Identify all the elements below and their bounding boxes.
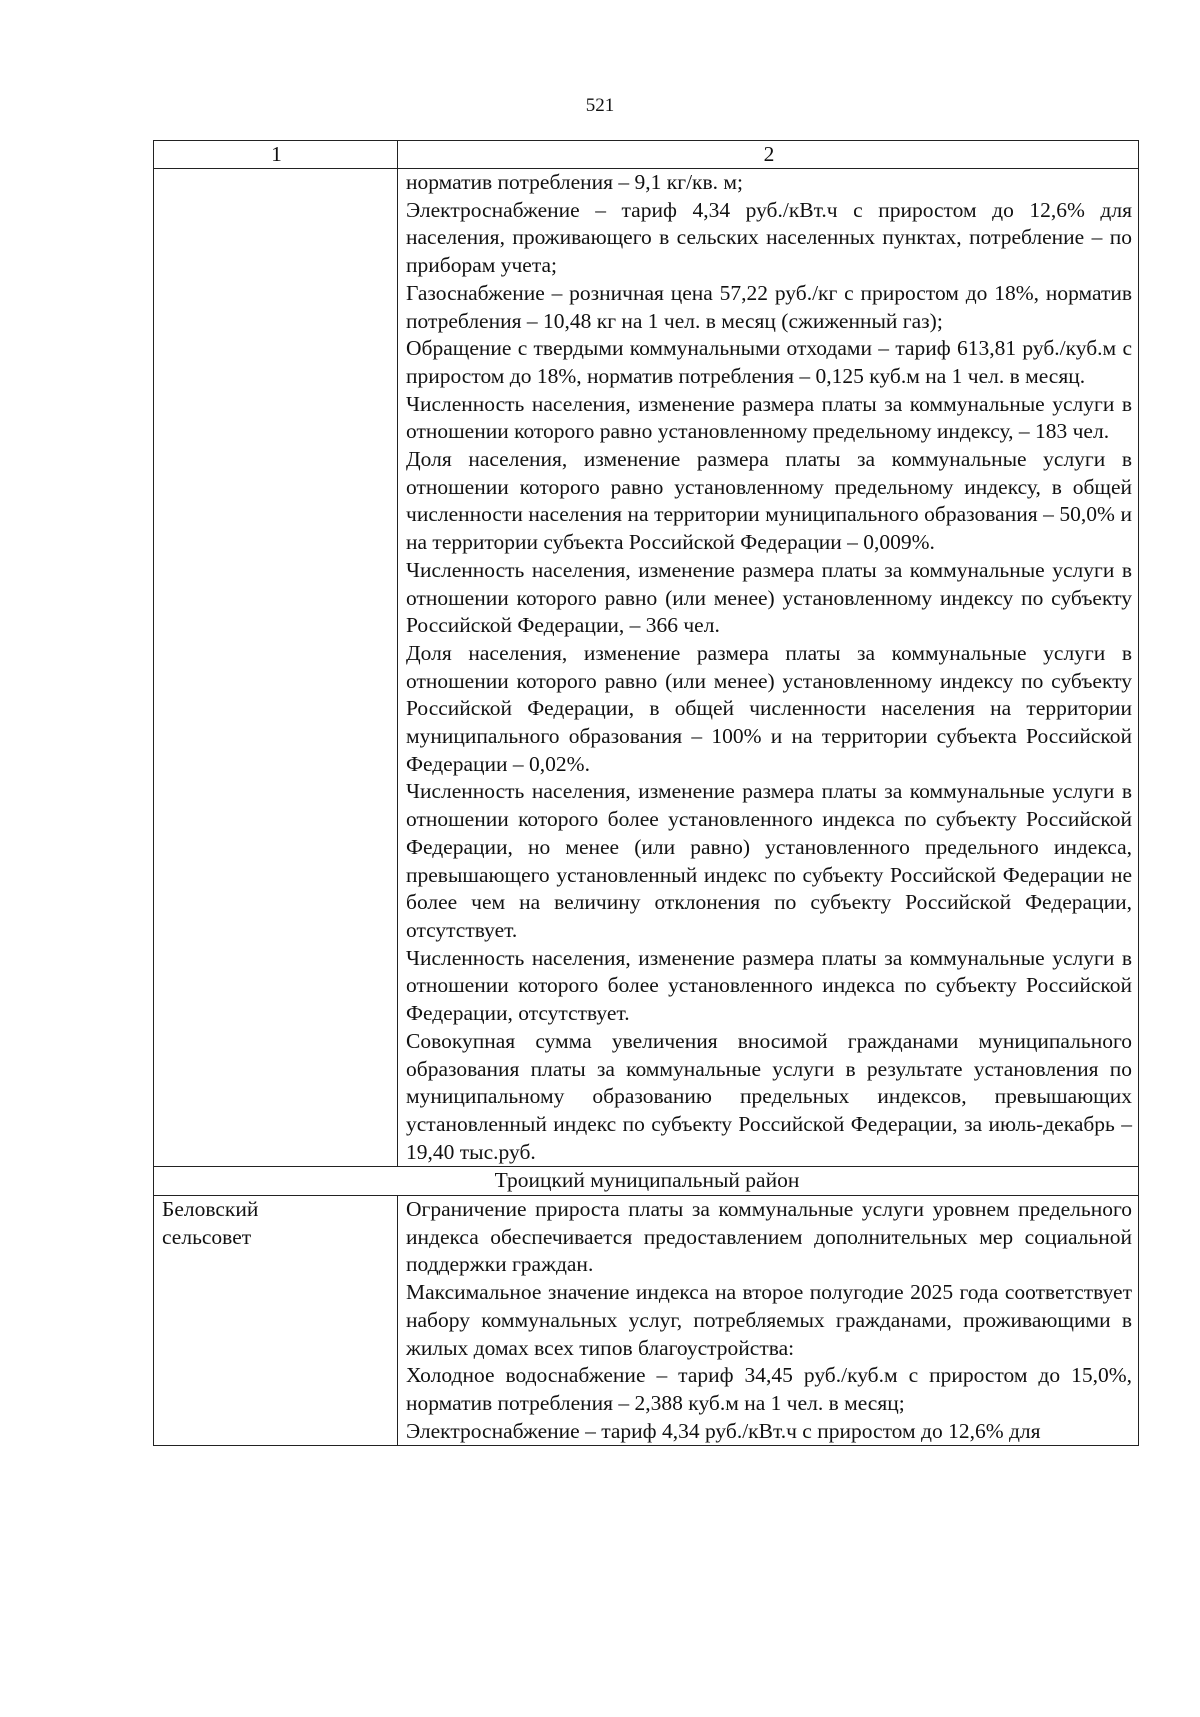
row2-col2	[398, 1196, 1139, 1446]
municipality-name-line-1: Беловский	[162, 1197, 259, 1222]
paragraph: Холодное водоснабжение – тариф 34,45 руб./куб.м с приростом до 15,0%, норматив потребления – 2,388 куб.м на 1 чел. в месяц;	[406, 1363, 1132, 1415]
table-row	[154, 1196, 1139, 1446]
section-title: Троицкий муниципальный район	[154, 1167, 1139, 1196]
paragraph: Численность населения, изменение размера платы за коммунальные услуги в отношении которого равно установленному предельному индексу, – 183 чел.	[406, 391, 1132, 444]
municipality-name-line-2: сельсовет	[162, 1224, 252, 1249]
section-row	[154, 1167, 1139, 1196]
paragraph: Газоснабжение – розничная цена 57,22 руб./кг с приростом до 18%, норматив потребления – 10,48 кг на 1 чел. в месяц (сжиженный газ);	[406, 280, 1132, 333]
row1-col2	[398, 169, 1139, 1167]
table-header-row	[154, 141, 1139, 169]
row1-col1	[154, 169, 398, 1167]
paragraph: Электроснабжение – тариф 4,34 руб./кВт.ч с приростом до 12,6% для	[406, 1418, 1041, 1443]
row2-col1	[154, 1196, 398, 1446]
header-col-2: 2	[398, 141, 1139, 169]
paragraph: Обращение с твердыми коммунальными отходами – тариф 613,81 руб./куб.м с приростом до 18%, норматив потребления – 0,125 куб.м на 1 чел. в месяц.	[406, 336, 1132, 388]
paragraph: Совокупная сумма увеличения вносимой гражданами муниципального образования платы за коммунальные услуги в результате установления по муниципальному образованию предельных индексов, превышающих установленный индекс по субъекту Российской Федерации, за июль-декабрь – 19,40 тыс.руб.	[406, 1028, 1132, 1164]
paragraph: Численность населения, изменение размера платы за коммунальные услуги в отношении которого более установленного индекса по субъекту Российской Федерации, отсутствует.	[406, 945, 1132, 1026]
paragraph: Электроснабжение – тариф 4,34 руб./кВт.ч с приростом до 12,6% для населения, проживающего в сельских населенных пунктах, потребление – по приборам учета;	[406, 197, 1132, 278]
header-col-1: 1	[154, 141, 398, 169]
page-number: 521	[585, 95, 615, 116]
paragraph: Максимальное значение индекса на второе полугодие 2025 года соответствует набору коммунальных услуг, потребляемых гражданами, проживающими в жилых домах всех типов благоустройства:	[406, 1280, 1132, 1360]
paragraph: Ограничение прироста платы за коммунальные услуги уровнем предельного индекса обеспечивается предоставлением дополнительных мер социальной поддержки граждан.	[406, 1197, 1132, 1277]
paragraph: Численность населения, изменение размера платы за коммунальные услуги в отношении которого равно (или менее) установленному индексу по субъекту Российской Федерации, – 366 чел.	[406, 557, 1132, 638]
paragraph: норматив потребления – 9,1 кг/кв. м;	[406, 170, 743, 194]
paragraph: Доля населения, изменение размера платы за коммунальные услуги в отношении которого равно (или менее) установленному индексу по субъекту Российской Федерации, в общей численности населения на территории муниципального образования – 100% и на территории субъекта Российской Федерации – 0,02%.	[406, 640, 1132, 776]
paragraph: Численность населения, изменение размера платы за коммунальные услуги в отношении которого более установленного индекса по субъекту Российской Федерации, но менее (или равно) установленного предельного индекса, превышающего установленный индекс по субъекту Российской Федерации не более чем на величину отклонения по субъекту Российской Федерации, отсутствует.	[406, 779, 1132, 942]
paragraph: Доля населения, изменение размера платы за коммунальные услуги в отношении которого равно установленному предельному индексу, в общей численности населения на территории муниципального образования – 50,0% и на территории субъекта Российской Федерации – 0,009%.	[406, 447, 1132, 555]
table-row	[154, 169, 1139, 1167]
document-table	[153, 140, 1139, 1446]
